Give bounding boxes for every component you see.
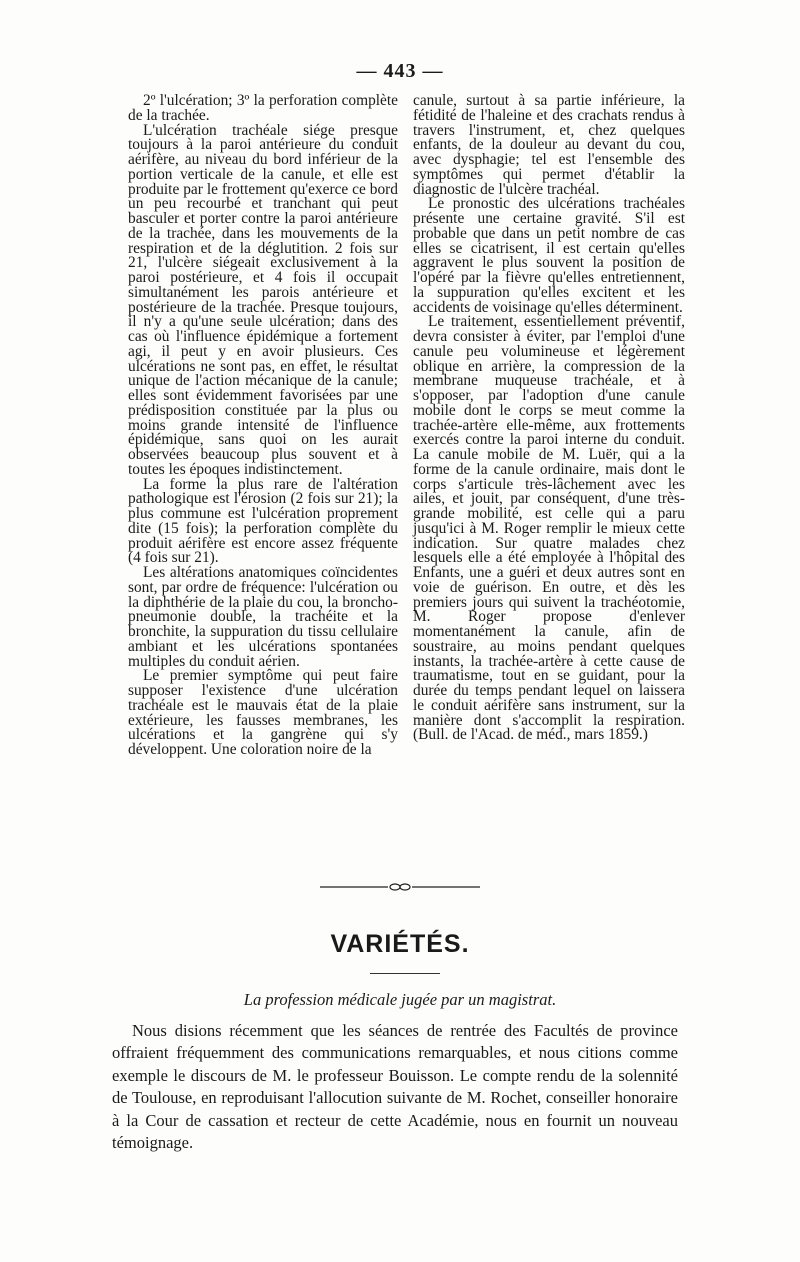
paragraph: Le traitement, essentiellement préventif, devra consister à éviter, par l'emploi d'une canule peu volumineuse et légèrement oblique en arrière, la compression de la membrane muqueuse trachéale, et à s'opposer, par l'adoption d'une canule mobile dont le corps se meut comme la trachée-artère elle-même, aux frottements exercés contre la paroi interne du conduit. La canule mobile de M. Luër, qui a la forme de la canule ordinaire, mais dont le corps s'articule très-lâchement avec les ailes, et jouit, par conséquent, d'une très-grande mobilité, est celle qui a paru jusqu'ici à M. Roger remplir le mieux cette indication. Sur quatre malades chez lesquels elle a été employée à l'hôpital des Enfants, une a guéri et deux autres sont en voie de guérison. En outre, et dès les premiers jours qui suivent la trachéotomie, M. Roger propose d'enlever momentanément la canule, afin de soustraire, au moins pendant quelques instants, la trachée-artère à cette cause de traumatisme, tout en se guidant, pour la durée du temps pendant lequel on laissera le conduit aérifère sans instrument, sur la manière dont s'accomplit la respiration. (Bull. de l'Acad. de méd., mars 1859.) [413, 313, 685, 744]
paragraph: 2º l'ulcération; 3º la perforation complète de la trachée. [128, 92, 398, 124]
left-column [128, 94, 398, 758]
paragraph: Le pronostic des ulcérations trachéales présente une certaine gravité. S'il est probable que dans un petit nombre de cas elles se cicatrisent, il est certain qu'elles aggravent le plus souvent la position de l'opéré par la fièvre qu'elles entretiennent, la suppuration qu'elles excitent et les accidents de voisinage qu'elles déterminent. [413, 195, 685, 316]
paragraph: Nous disions récemment que les séances de rentrée des Facultés de province offraient fréquemment des communications remarquables, et nous citions comme exemple le discours de M. le professeur Bouisson. Le compte rendu de la solennité de Toulouse, en reproduisant l'allocution suivante de M. Rochet, conseiller honoraire à la Cour de cassation et recteur de cette Académie, nous en fournit un nouveau témoignage. [112, 1021, 678, 1153]
paragraph: canule, surtout à sa partie inférieure, la fétidité de l'haleine et des crachats rendus à travers l'instrument, et, chez quelques enfants, de la douleur au devant du cou, avec dysphagie; tel est l'ensemble des symptômes qui permet d'établir la diagnostic de l'ulcère trachéal. [413, 92, 685, 198]
section-title: VARIÉTÉS. [330, 930, 470, 958]
title-rule [370, 973, 440, 974]
paragraph: Les altérations anatomiques coïncidentes sont, par ordre de fréquence: l'ulcération ou la diphthérie de la plaie du cou, la broncho-pneumonie double, la trachéite et la bronchite, la suppuration du tissu cellulaire ambiant et les ulcérations spontanées multiples du conduit aérien. [128, 564, 398, 670]
ornamental-divider [0, 877, 800, 897]
page-number: — 443 — [356, 60, 444, 82]
paragraph: La forme la plus rare de l'altération pathologique est l'érosion (2 fois sur 21); la plus commune est l'ulcération proprement dite (15 fois); la perforation complète du produit aérifère est encore assez fréquente (4 fois sur 21). [128, 475, 398, 567]
paragraph: Le premier symptôme qui peut faire supposer l'existence d'une ulcération trachéale est le mauvais état de la plaie extérieure, les fausses membranes, les ulcérations et la gangrène qui s'y développent. Une coloration noire de la [128, 667, 398, 758]
article-body [112, 1020, 678, 1154]
right-column [413, 94, 685, 743]
article-subtitle: La profession médicale jugée par un magistrat. [243, 990, 557, 1009]
paragraph: L'ulcération trachéale siége presque toujours à la paroi antérieure du conduit aérifère, au niveau du bord inférieur de la portion verticale de la canule, et elle est produite par le frottement qu'exerce ce bord un peu recourbé et tranchant qui peut basculer et porter contre la paroi antérieure de la trachée, dans les mouvements de la respiration et de la déglutition. 2 fois sur 21, l'ulcère siégeait exclusivement à la paroi postérieure, et 4 fois il occupait simultanément les parois antérieure et postérieure de la trachée. Presque toujours, il n'y a qu'une seule ulcération; dans des cas où l'influence épidémique a fortement agi, il peut y en avoir plusieurs. Ces ulcérations ne sont pas, en effet, le résultat unique de l'action mécanique de la canule; elles sont évidemment favorisées par une prédisposition constituée par la plus ou moins grande intensité de l'influence épidémique, sans quoi on les aurait observées beaucoup plus souvent et à toutes les époques indistinctement. [128, 121, 398, 478]
